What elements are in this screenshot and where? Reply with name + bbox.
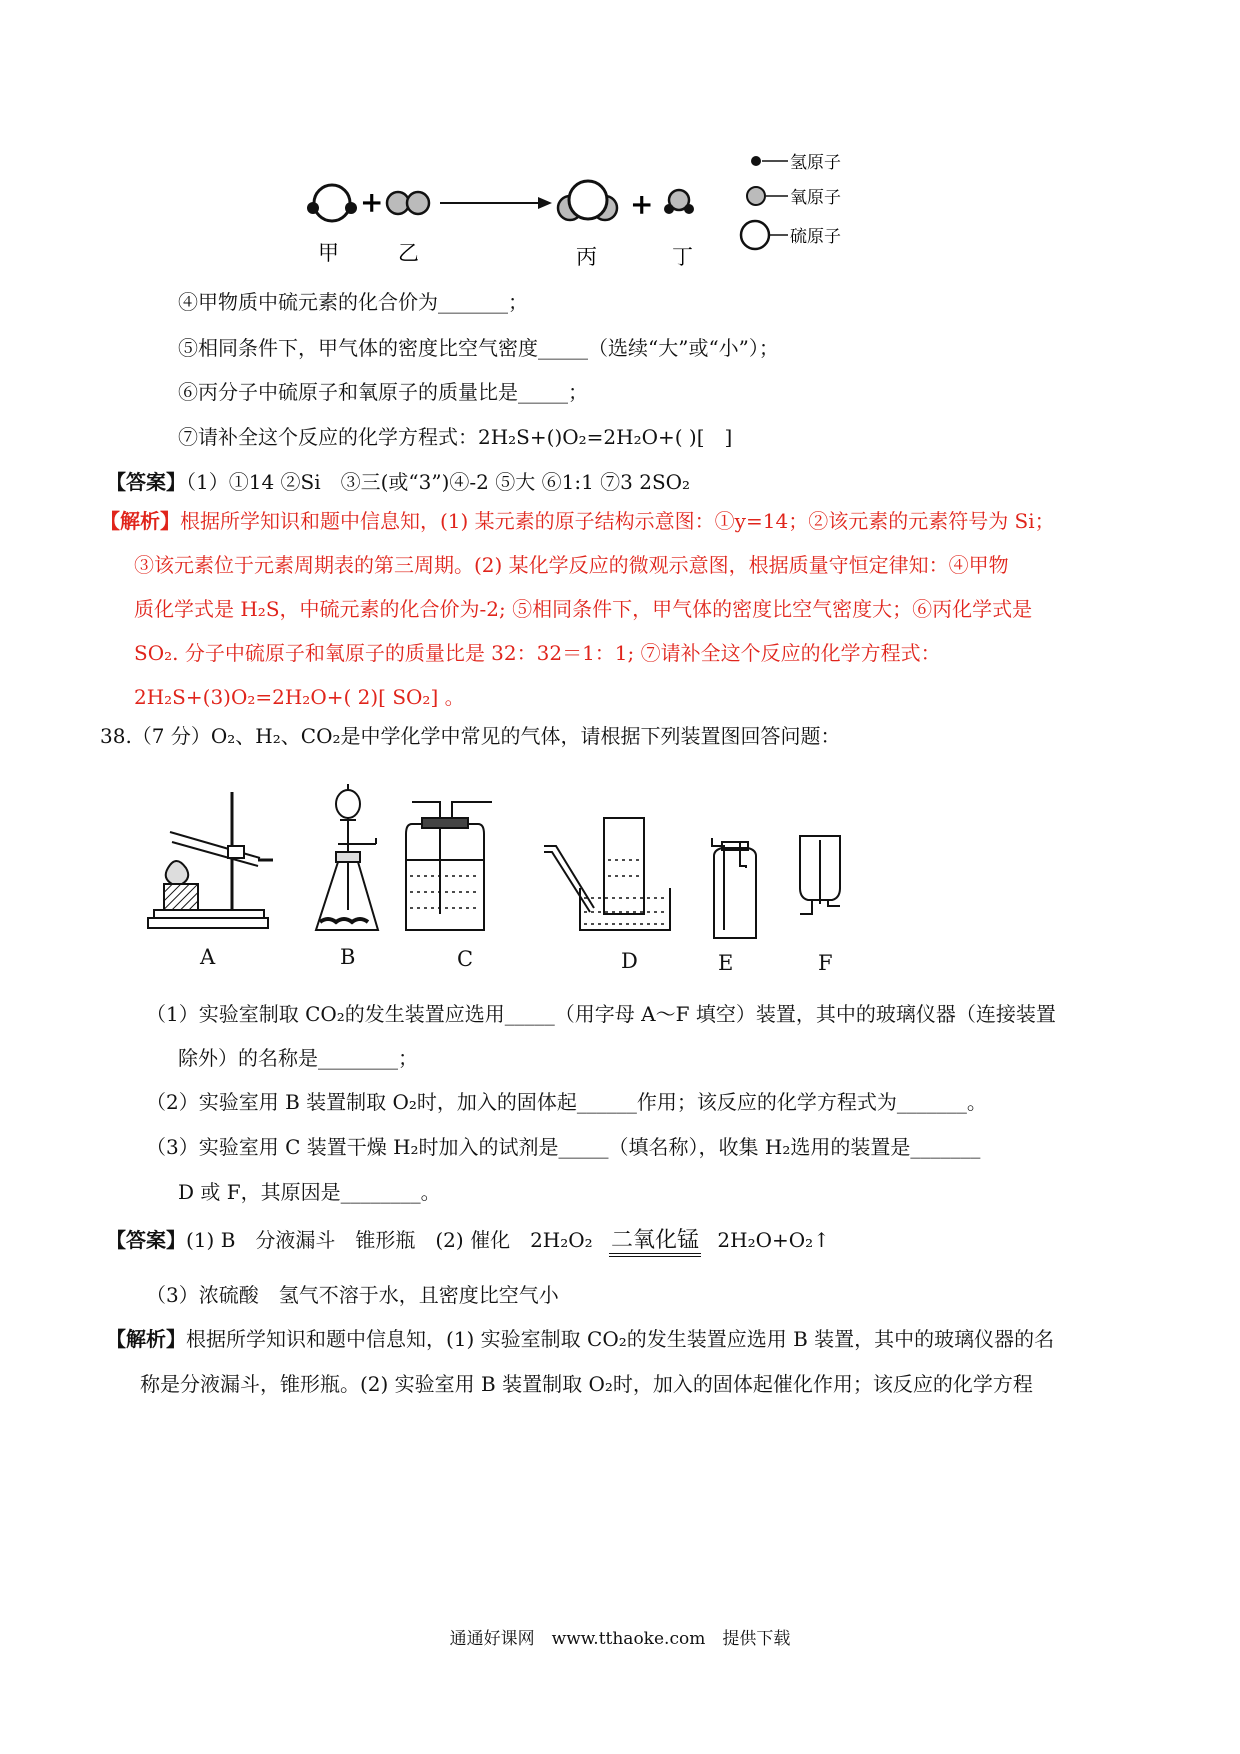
answer-tag: 【答案】 [106,470,186,494]
apparatus-diagram [140,780,880,980]
molecule-yi [387,192,429,214]
q38-analysis-line-1: 【解析】根据所学知识和题中信息知，(1) 实验室制取 CO₂的发生装置应选用 B 装置，其中的玻璃仪器的名 [106,1327,1055,1351]
apparatus-label-d: D [621,949,638,973]
molecule-bing [558,181,617,220]
apparatus-a [148,792,273,928]
legend [741,153,841,249]
legend-sulfur: 硫原子 [790,227,841,247]
molecule-ding [664,190,694,214]
q37-analysis-line-5: 2H₂S+(3)O₂=2H₂O+( 2)[ SO₂] 。 [134,685,465,709]
q38-question-3: （3）实验室用 C 装置干燥 H₂时加入的试剂是_____（填名称），收集 H₂选用的装置是_______ [146,1135,981,1159]
q37-analysis-line-2: ③该元素位于元素周期表的第三周期。(2) 某化学反应的微观示意图，根据质量守恒定律知：④甲物 [134,553,1009,577]
apparatus-e [712,838,756,938]
label-bing: 丙 [576,245,597,269]
q38-question-1: （1）实验室制取 CO₂的发生装置应选用_____（用字母 A～F 填空）装置，其中的玻璃仪器（连接装置 [146,1002,1056,1026]
legend-oxygen: 氧原子 [790,188,841,208]
label-jia: 甲 [318,241,339,265]
apparatus-b [316,784,378,930]
oxygen-atom-icon [747,187,765,205]
plus-sign: + [630,188,654,221]
label-ding: 丁 [672,245,693,269]
q38-question-2: （2）实验室用 B 装置制取 O₂时，加入的固体起______作用；该反应的化学方程式为_______。 [146,1090,987,1114]
q38-question-3-cont: D 或 F，其原因是________。 [178,1180,441,1204]
reaction-diagram [300,150,960,290]
q38-question-1-cont: 除外）的名称是________； [178,1046,418,1070]
hydrogen-atom-icon [751,156,761,166]
q38-title: 38.（7 分）O₂、H₂、CO₂是中学化学中常见的气体，请根据下列装置图回答问题： [100,724,841,748]
q37-analysis-line-1: 【解析】根据所学知识和题中信息知，(1) 某元素的原子结构示意图：①y=14；②该元素的元素符号为 Si； [100,509,1055,533]
label-yi: 乙 [398,241,419,265]
reaction-arrow [440,197,552,209]
q37-item-4: ④甲物质中硫元素的化合价为_______； [178,290,528,314]
answer-tag: 【答案】 [106,1228,186,1252]
q37-item-6: ⑥丙分子中硫原子和氧原子的质量比是_____； [178,380,588,404]
reaction-condition: 二氧化锰 [609,1228,701,1257]
q38-analysis-line-2: 称是分液漏斗，锥形瓶。(2) 实验室用 B 装置制取 O₂时，加入的固体起催化作用；该反应的化学方程 [140,1372,1033,1396]
q38-answer-line-2: （3）浓硫酸 氢气不溶于水，且密度比空气小 [146,1283,559,1307]
q37-item-5: ⑤相同条件下，甲气体的密度比空气密度_____（选续“大”或“小”）； [178,336,779,360]
apparatus-label-e: E [718,951,734,975]
plus-sign: + [360,186,384,219]
apparatus-d [544,818,670,930]
molecule-jia [307,185,357,221]
apparatus-f [800,836,840,914]
q37-answer [106,468,690,496]
sulfur-atom-icon [741,221,769,249]
analysis-tag: 【解析】 [100,509,180,533]
legend-hydrogen: 氢原子 [790,153,841,173]
answer-text: （1）①14 ②Si ③三(或“3”)④-2 ⑤大 ⑥1:1 ⑦3 2SO₂ [186,470,691,494]
apparatus-label-c: C [457,947,474,971]
page-footer: 通通好课网 www.tthaoke.com 提供下载 [449,1629,791,1649]
analysis-tag: 【解析】 [106,1327,186,1351]
q37-item-7: ⑦请补全这个反应的化学方程式：2H₂S+()O₂=2H₂O+( )[ ] [178,425,733,449]
q38-answer-line-1: 【答案】(1) B 分液漏斗 锥形瓶 (2) 催化 2H₂O₂ 二氧化锰 2H₂O+O₂↑ [106,1226,830,1257]
q37-analysis-line-4: SO₂. 分子中硫原子和氧原子的质量比是 32：32＝1：1; ⑦请补全这个反应的化学方程式： [134,641,941,665]
q37-analysis-line-3: 质化学式是 H₂S，中硫元素的化合价为-2; ⑤相同条件下，甲气体的密度比空气密度大；⑥丙化学式是 [134,597,1033,621]
apparatus-label-b: B [340,945,356,969]
apparatus-label-f: F [818,951,833,975]
apparatus-c [406,802,492,930]
apparatus-label-a: A [200,945,216,969]
